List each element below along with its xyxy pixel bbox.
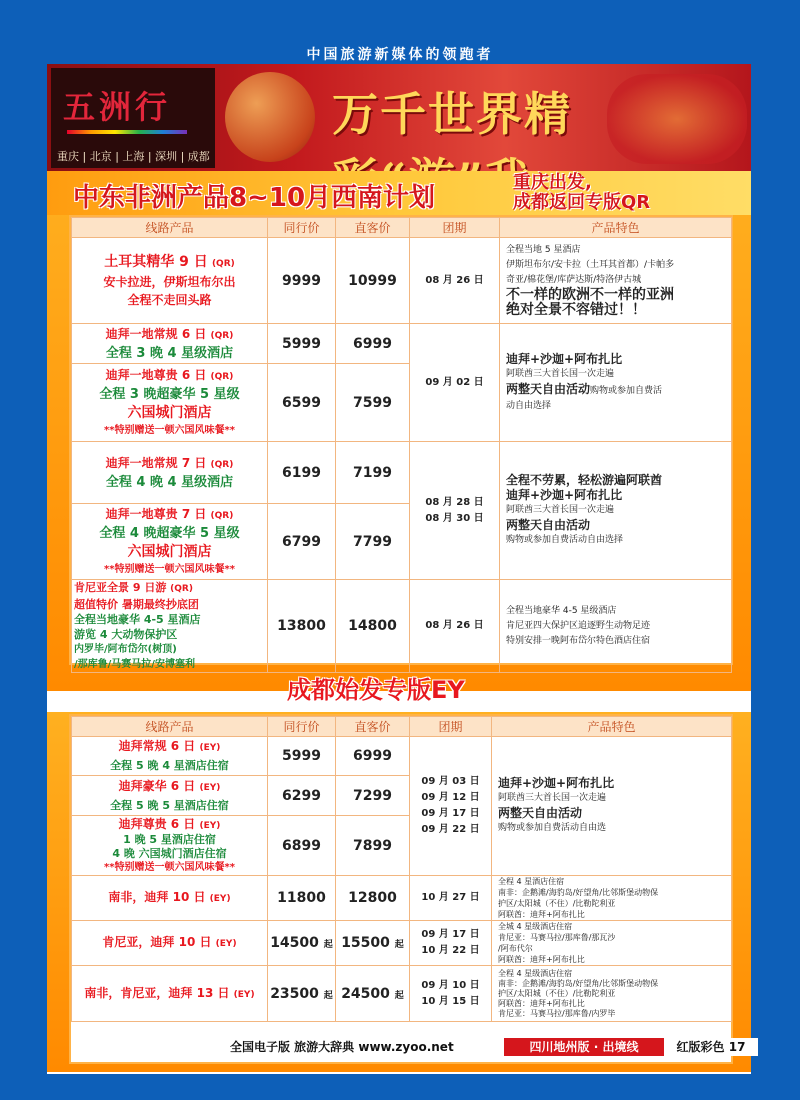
route-cell: 迪拜一地尊贵 6 日 (QR) 全程 3 晚超豪华 5 星级 六国城门酒店 **特别赠送一顿六国风味餐** (72, 364, 268, 442)
direct-price: 15500 起 (336, 921, 410, 966)
section2-title: 成都始发专版EY (287, 676, 465, 704)
direct-price: 7799 (336, 504, 410, 580)
direct-price: 12800 (336, 876, 410, 921)
peer-price: 6199 (268, 442, 336, 504)
feature-cell: 全程当地 5 星酒店 伊斯坦布尔/安卡拉（土耳其首都）/卡帕多 奇亚/棉花堡/库萨达斯/特洛伊古城 不一样的欧洲不一样的亚洲 绝对全景不容错过！！ (500, 238, 732, 324)
table-row (72, 442, 732, 504)
feature-cell: 迪拜+沙迦+阿布扎比 阿联酋三大首长国一次走遍 两整天自由活动购物或参加自费活 动自由选择 (500, 324, 732, 442)
departure-date: 08 月 26 日 (410, 238, 500, 324)
direct-price: 10999 (336, 238, 410, 324)
route-cell: 迪拜尊贵 6 日 (EY) 1 晚 5 星酒店住宿 4 晚 六国城门酒店住宿 **特别赠送一顿六国风味餐** (72, 816, 268, 876)
section2-table-panel (69, 714, 733, 1064)
route-cell: 迪拜一地尊贵 7 日 (QR) 全程 4 晚超豪华 5 星级 六国城门酒店 **特别赠送一顿六国风味餐** (72, 504, 268, 580)
ad-sheet (47, 64, 751, 1074)
peer-price: 9999 (268, 238, 336, 324)
table-row (72, 238, 732, 324)
feature-cell: 全城 4 星级酒店住宿 肯尼亚：马赛马拉/那库鲁/那瓦沙 /阿布代尔 阿联酋：迪拜+阿布扎比 (492, 921, 732, 966)
section1-table-panel (69, 215, 733, 670)
direct-price: 7299 (336, 776, 410, 816)
departure-dates: 09 月 10 日 10 月 15 日 (410, 966, 492, 1022)
col-feature: 产品特色 (500, 218, 732, 238)
peer-price: 6799 (268, 504, 336, 580)
route-cell: 土耳其精华 9 日 (QR) 安卡拉进，伊斯坦布尔出 全程不走回头路 (72, 238, 268, 324)
col-date: 团期 (410, 218, 500, 238)
peer-price: 5999 (268, 324, 336, 364)
route-cell: 迪拜一地常规 6 日 (QR) 全程 3 晚 4 星级酒店 (72, 324, 268, 364)
table-row (72, 876, 732, 921)
section1-title: 中东非洲产品8~10月西南计划 (73, 183, 436, 213)
departure-dates: 08 月 28 日 08 月 30 日 (410, 442, 500, 580)
logo-cities: 重庆 | 北京 | 上海 | 深圳 | 成都 (57, 150, 210, 163)
direct-price: 7899 (336, 816, 410, 876)
feature-cell: 全程不劳累，轻松游遍阿联酋 迪拜+沙迦+阿布扎比 阿联酋三大首长国一次走遍 两整天自由活动 购物或参加自费活动自由选择 (500, 442, 732, 580)
departure-date: 09 月 02 日 (410, 324, 500, 442)
col-peer-price: 同行价 (268, 717, 336, 737)
banner-slogan: 万千世界精 (332, 87, 572, 141)
banner (47, 64, 751, 171)
globe-illustration (225, 72, 315, 162)
peer-price: 13800 (268, 580, 336, 673)
peer-price: 5999 (268, 737, 336, 776)
section1-table (71, 217, 732, 673)
table-row (72, 580, 732, 673)
section1-subtitle: 重庆出发, 成都返回专版QR (513, 172, 651, 213)
feature-cell: 全程 4 星酒店住宿 南非：企鹅滩/海豹岛/好望角/比邻斯堡动物保 护区/太阳城（不住）/比勒陀利亚 阿联酋：迪拜+阿布扎比 (492, 876, 732, 921)
table-row (72, 921, 732, 966)
route-cell: 迪拜常规 6 日 (EY) 全程 5 晚 4 星酒店住宿 (72, 737, 268, 776)
logo-rainbow-stripe (67, 130, 187, 134)
departure-dates: 09 月 17 日 10 月 22 日 (410, 921, 492, 966)
route-cell: 肯尼亚，迪拜 10 日 (EY) (72, 921, 268, 966)
route-cell: 迪拜一地常规 7 日 (QR) 全程 4 晚 4 星级酒店 (72, 442, 268, 504)
footer-bar (0, 1036, 800, 1058)
peer-price: 6899 (268, 816, 336, 876)
col-date: 团期 (410, 717, 492, 737)
departure-date: 10 月 27 日 (410, 876, 492, 921)
route-cell: 肯尼亚全景 9 日游 (QR) 超值特价 暑期最终抄底团 全程当地豪华 4-5 星酒店 游览 4 大动物保护区 内罗毕/阿布岱尔(树顶) /那库鲁/马赛马拉/安博塞利 (72, 580, 268, 673)
direct-price: 14800 (336, 580, 410, 673)
col-direct-price: 直客价 (336, 218, 410, 238)
route-cell: 南非，迪拜 10 日 (EY) (72, 876, 268, 921)
peer-price: 14500 起 (268, 921, 336, 966)
departure-date: 08 月 26 日 (410, 580, 500, 673)
peer-price: 6599 (268, 364, 336, 442)
feature-cell: 全程当地豪华 4-5 星级酒店 肯尼亚四大保护区追逐野生动物足迹 特别安排一晚阿布岱尔特色酒店住宿 (500, 580, 732, 673)
departure-dates: 09 月 03 日 09 月 12 日 09 月 17 日 09 月 22 日 (410, 737, 492, 876)
col-feature: 产品特色 (492, 717, 732, 737)
table-row (72, 737, 732, 776)
feature-cell: 迪拜+沙迦+阿布扎比 阿联酋三大首长国一次走遍 两整天自由活动 购物或参加自费活动自由选 (492, 737, 732, 876)
section2-table (71, 716, 732, 1022)
table-row (72, 966, 732, 1022)
footer-publication: 全国电子版 旅游大辞典 www.zyoo.net (224, 1038, 504, 1056)
col-route: 线路产品 (72, 717, 268, 737)
peer-price: 11800 (268, 876, 336, 921)
direct-price: 7199 (336, 442, 410, 504)
section1-header (47, 171, 751, 215)
col-peer-price: 同行价 (268, 218, 336, 238)
feature-cell: 全程 4 星级酒店住宿 南非：企鹅滩/海豹岛/好望角/比邻斯堡动物保 护区/太阳城（不住）/比勒陀利亚 阿联酋：迪拜+阿布扎比 肯尼亚：马赛马拉/那库鲁/内罗毕 (492, 966, 732, 1022)
peer-price: 6299 (268, 776, 336, 816)
col-route: 线路产品 (72, 218, 268, 238)
direct-price: 24500 起 (336, 966, 410, 1022)
logo-text: 五洲行 (63, 88, 172, 126)
direct-price: 6999 (336, 324, 410, 364)
footer-edition: 四川地州版 · 出境线 (504, 1038, 664, 1056)
route-cell: 南非，肯尼亚，迪拜 13 日 (EY) (72, 966, 268, 1022)
tagline: 中国旅游新媒体的领跑者 (306, 47, 494, 63)
peer-price: 23500 起 (268, 966, 336, 1022)
brand-logo (51, 68, 215, 168)
direct-price: 6999 (336, 737, 410, 776)
route-cell: 迪拜豪华 6 日 (EY) 全程 5 晚 5 星酒店住宿 (72, 776, 268, 816)
direct-price: 7599 (336, 364, 410, 442)
top-band (0, 0, 800, 62)
col-direct-price: 直客价 (336, 717, 410, 737)
table-row (72, 324, 732, 364)
footer-page: 红版彩色 17 (664, 1038, 758, 1056)
